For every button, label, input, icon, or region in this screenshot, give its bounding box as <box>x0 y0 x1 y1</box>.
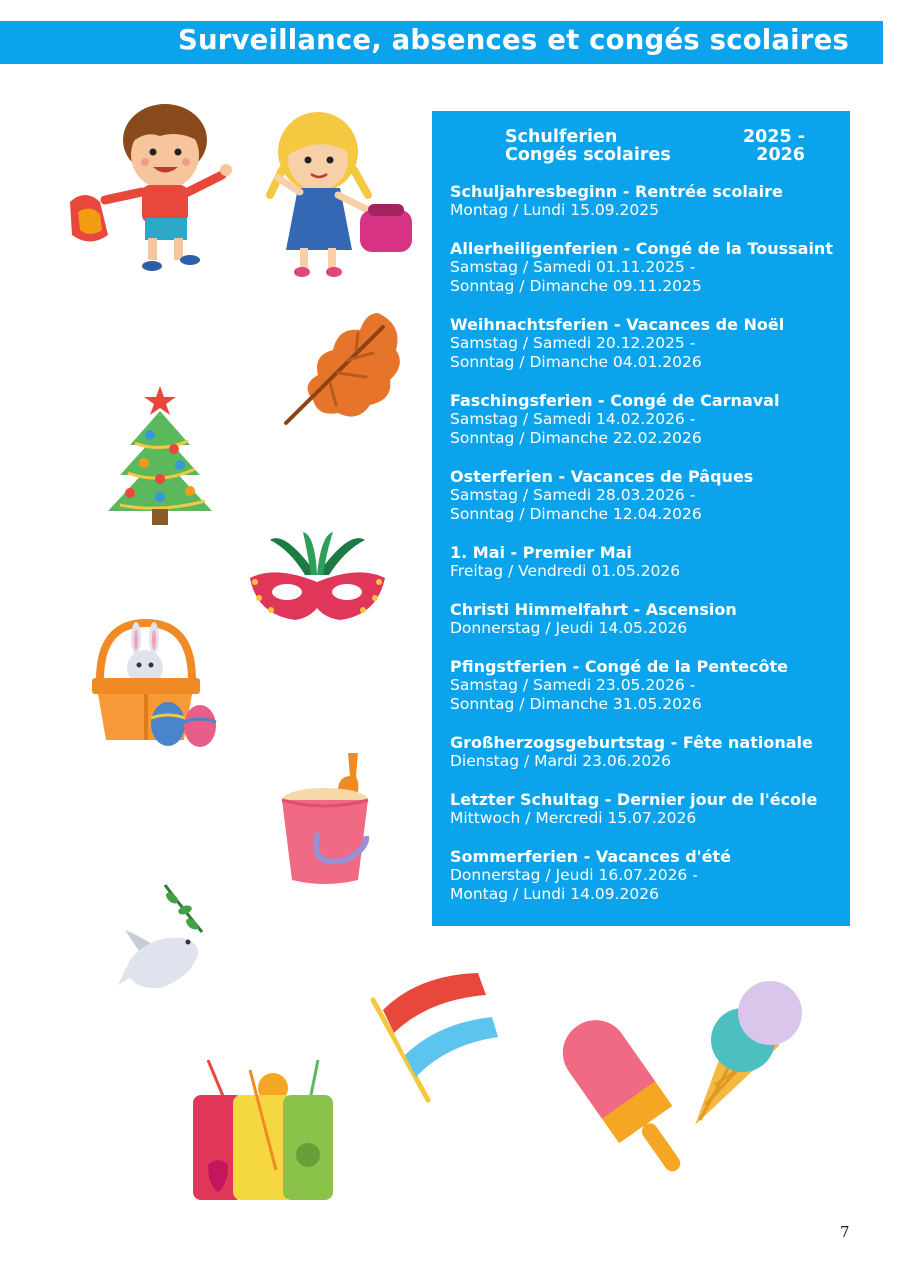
holiday-date: Samstag / Samedi 01.11.2025 - <box>450 258 696 276</box>
panel-heading <box>505 128 805 164</box>
carnival-mask-icon <box>245 530 390 625</box>
holiday-date: Donnerstag / Jeudi 16.07.2026 - <box>450 866 698 884</box>
holiday-title: Faschingsferien - Congé de Carnaval <box>450 391 780 410</box>
holiday-entry <box>450 467 845 524</box>
holiday-date: Dienstag / Mardi 23.06.2026 <box>450 752 671 770</box>
holiday-date: Sonntag / Dimanche 12.04.2026 <box>450 505 702 523</box>
holiday-title: Pfingstferien - Congé de la Pentecôte <box>450 657 788 676</box>
page-number: 7 <box>840 1223 850 1241</box>
holiday-date: Samstag / Samedi 28.03.2026 - <box>450 486 696 504</box>
heading-year-start: 2025 - <box>742 127 805 147</box>
holiday-title: 1. Mai - Premier Mai <box>450 543 632 562</box>
christmas-tree-icon <box>100 383 220 528</box>
holiday-date: Montag / Lundi 14.09.2026 <box>450 885 660 903</box>
heading-year-end: 2026 <box>756 145 805 165</box>
holiday-date: Samstag / Samedi 14.02.2026 - <box>450 410 696 428</box>
holiday-entry <box>450 657 845 714</box>
holiday-entry <box>450 543 845 581</box>
holiday-title: Osterferien - Vacances de Pâques <box>450 467 754 486</box>
holiday-title: Weihnachtsferien - Vacances de Noël <box>450 315 785 334</box>
holiday-entry <box>450 733 845 771</box>
sand-bucket-icon <box>278 748 373 888</box>
heading-french: Congés scolaires <box>505 145 671 165</box>
autumn-leaf-icon <box>278 305 408 430</box>
fruit-smoothies-icon <box>188 1060 338 1205</box>
holiday-entry <box>450 315 845 372</box>
holiday-title: Sommerferien - Vacances d'été <box>450 847 731 866</box>
holiday-entry <box>450 790 845 828</box>
holiday-date: Mittwoch / Mercredi 15.07.2026 <box>450 809 697 827</box>
page-title: Surveillance, absences et congés scolaires <box>177 24 849 56</box>
school-holidays-panel <box>432 111 850 926</box>
holiday-date: Sonntag / Dimanche 04.01.2026 <box>450 353 702 371</box>
easter-basket-icon <box>88 618 220 750</box>
peace-dove-icon <box>110 880 215 995</box>
holiday-date: Sonntag / Dimanche 22.02.2026 <box>450 429 702 447</box>
holiday-date: Freitag / Vendredi 01.05.2026 <box>450 562 681 580</box>
holiday-entry <box>450 391 845 448</box>
holiday-date: Samstag / Samedi 23.05.2026 - <box>450 676 696 694</box>
luxembourg-flag-icon <box>368 965 503 1105</box>
holiday-date: Sonntag / Dimanche 09.11.2025 <box>450 277 702 295</box>
holiday-entry <box>450 182 845 220</box>
heading-german: Schulferien <box>505 127 618 147</box>
ice-creams-icon <box>555 975 810 1185</box>
holiday-title: Allerheiligenferien - Congé de la Toussaint <box>450 239 833 258</box>
children-with-schoolbags-icon <box>50 100 420 285</box>
holiday-date: Sonntag / Dimanche 31.05.2026 <box>450 695 702 713</box>
holiday-entry <box>450 239 845 296</box>
holiday-date: Montag / Lundi 15.09.2025 <box>450 201 660 219</box>
holiday-title: Christi Himmelfahrt - Ascension <box>450 600 737 619</box>
holiday-title: Großherzogsgeburtstag - Fête nationale <box>450 733 813 752</box>
holiday-title: Schuljahresbeginn - Rentrée scolaire <box>450 182 783 201</box>
holiday-entry <box>450 600 845 638</box>
holiday-entry <box>450 847 845 904</box>
holiday-title: Letzter Schultag - Dernier jour de l'école <box>450 790 818 809</box>
holiday-date: Samstag / Samedi 20.12.2025 - <box>450 334 696 352</box>
header-bar <box>0 21 883 64</box>
holiday-list <box>450 182 845 923</box>
holiday-date: Donnerstag / Jeudi 14.05.2026 <box>450 619 688 637</box>
